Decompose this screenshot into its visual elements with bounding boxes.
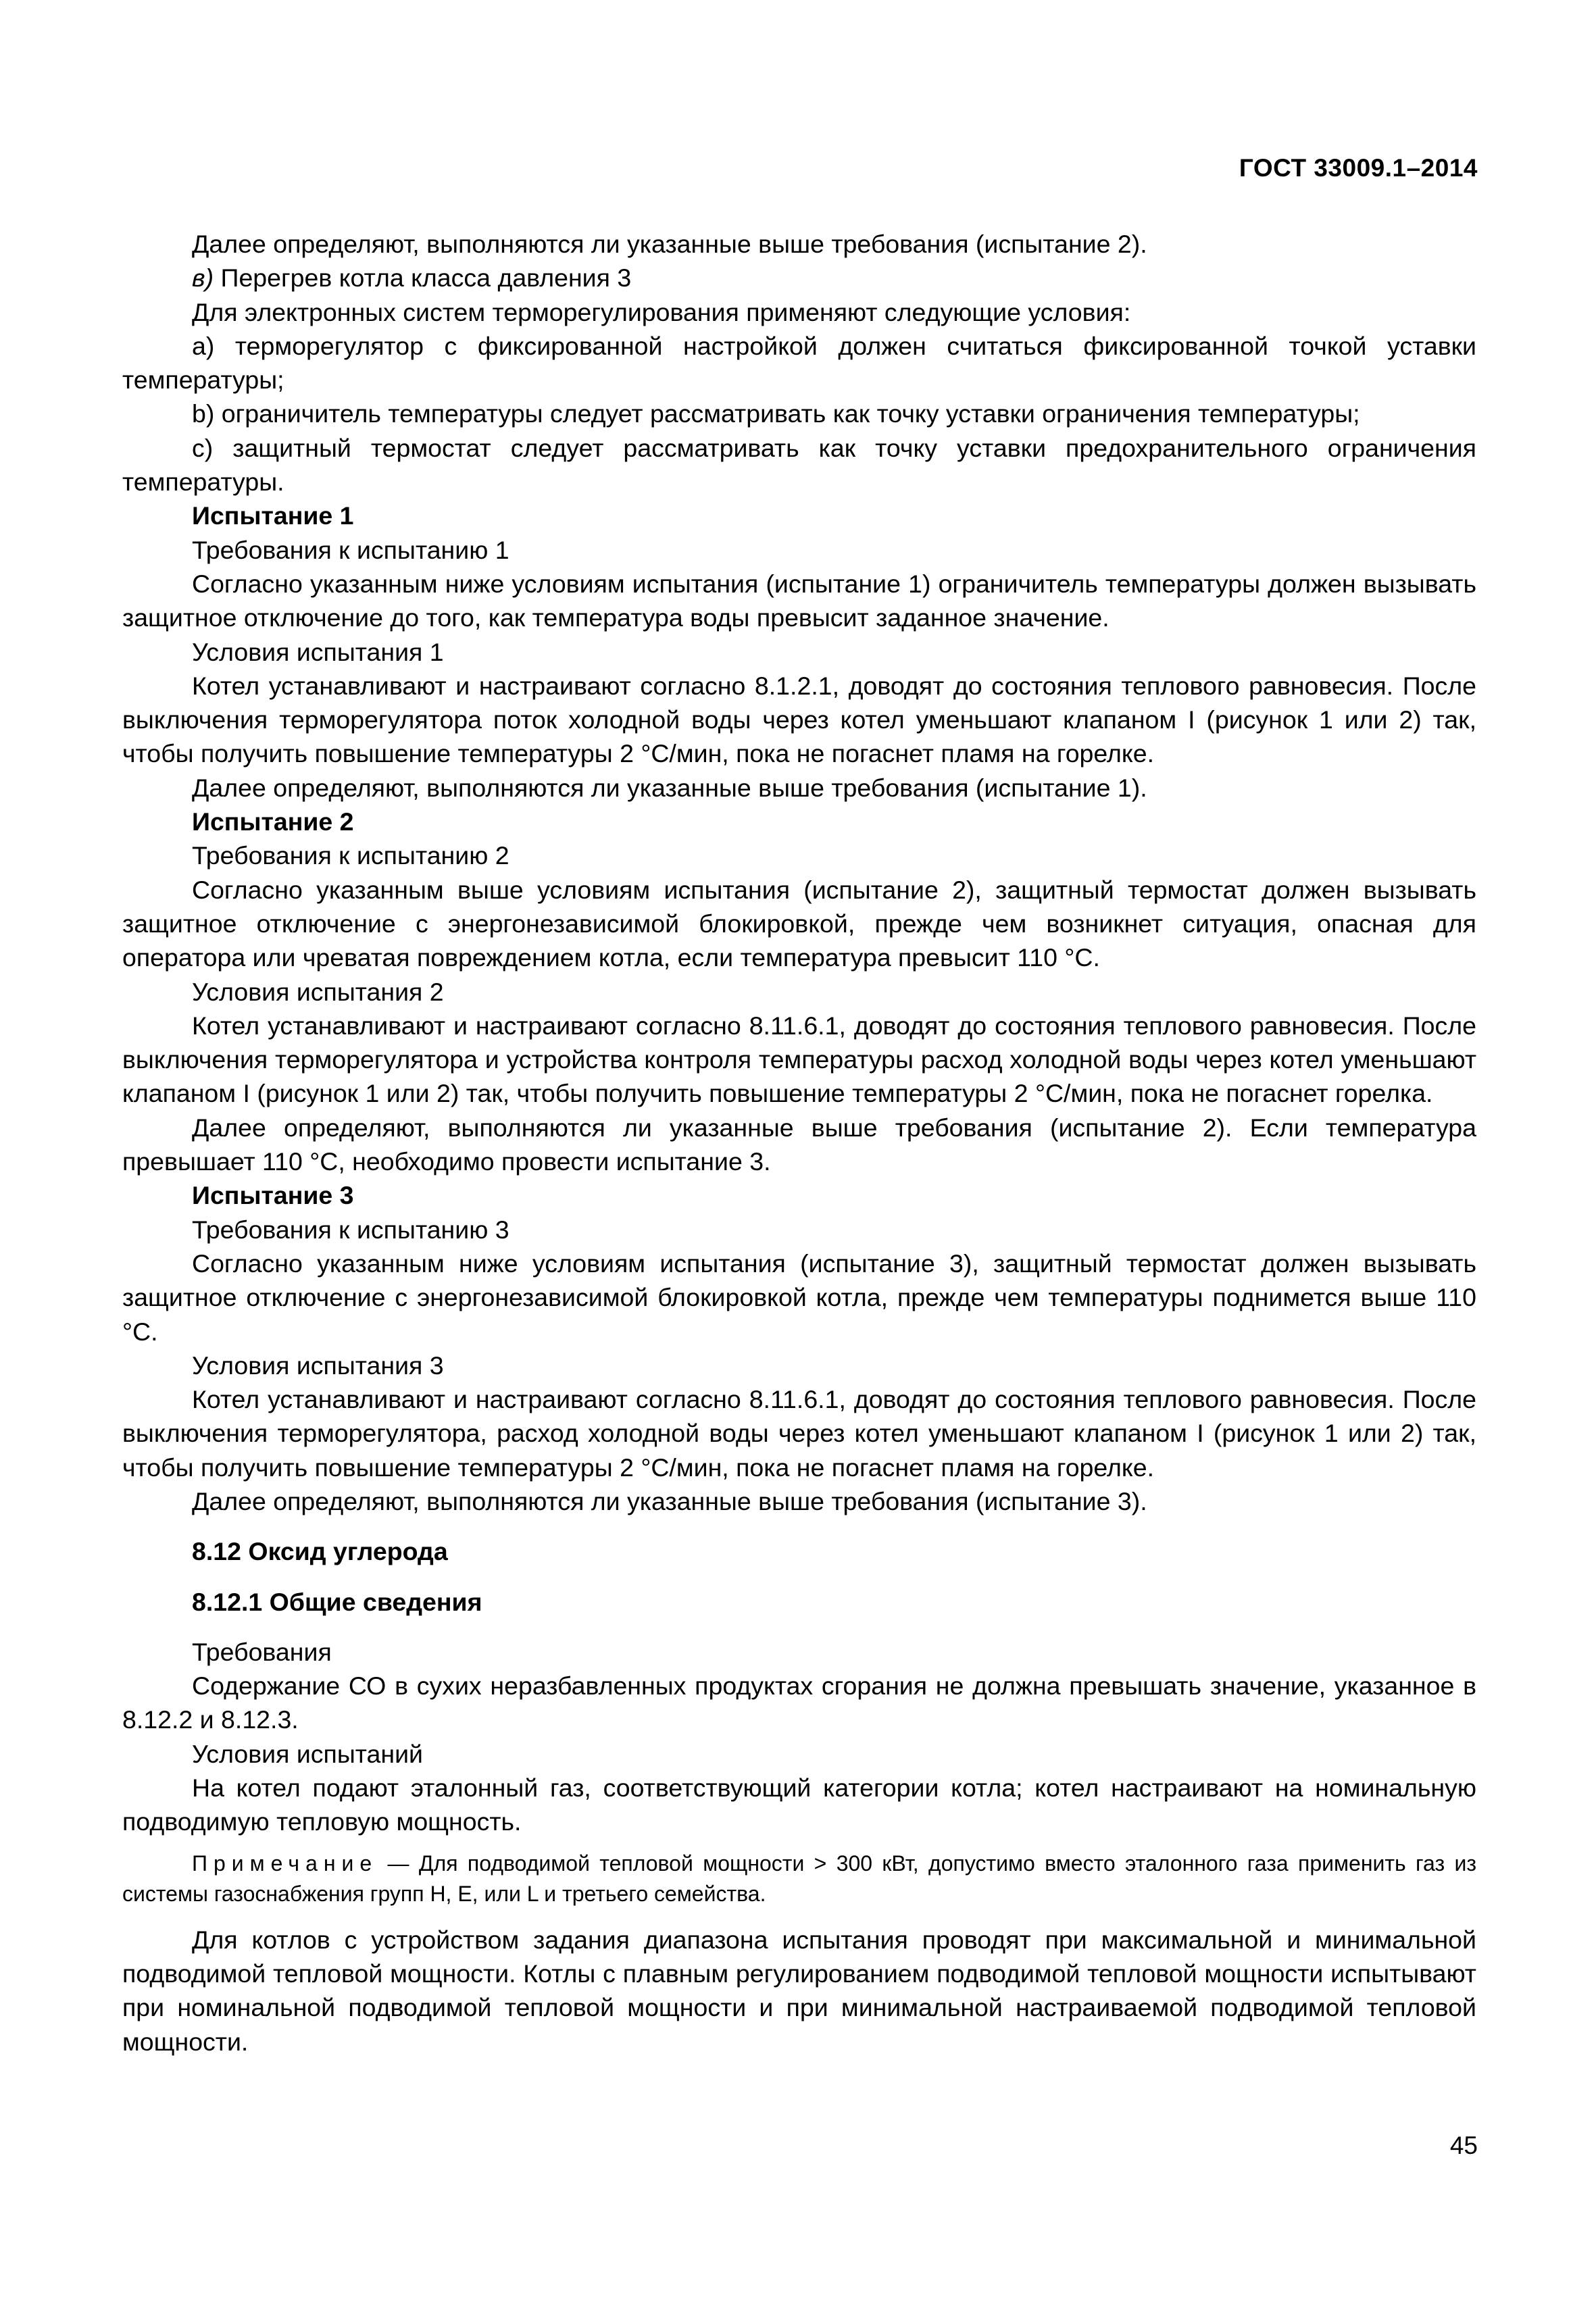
- section-heading-8-12: 8.12 Оксид углерода: [192, 1537, 448, 1566]
- test-1-heading: Испытание 1: [192, 501, 354, 530]
- paragraph: Требования к испытанию 3: [192, 1215, 509, 1244]
- paragraph: Для электронных систем терморегулирования применяют следующие условия:: [192, 297, 1131, 326]
- test-2-heading: Испытание 2: [192, 807, 354, 836]
- document-body: [122, 227, 1476, 2059]
- list-item-c: c) защитный термостат следует рассматривать как точку уставки предохранительного ограничения температуры.: [122, 433, 1476, 497]
- paragraph: Требования к испытанию 1: [192, 535, 509, 564]
- paragraph: Условия испытания 1: [192, 637, 444, 666]
- item-v-label: в): [192, 263, 214, 293]
- test-3-heading: Испытание 3: [192, 1181, 354, 1210]
- paragraph: Далее определяют, выполняются ли указанные выше требования (испытание 3).: [192, 1486, 1147, 1515]
- paragraph: Котел устанавливают и настраивают согласно 8.11.6.1, доводят до состояния теплового равновесия. После выключения терморегулятора и устройства контроля температуры расход холодной воды через котел уменьшают клапаном I (рисунок 1 или 2) так, чтобы получить повышение температуры 2 °С/мин, пока не погаснет горелка.: [122, 1011, 1476, 1108]
- section-heading-8-12-1: 8.12.1 Общие сведения: [192, 1587, 482, 1616]
- paragraph: Далее определяют, выполняются ли указанные выше требования (испытание 2). Если температура превышает 110 °С, необходимо провести испытание 3.: [122, 1113, 1476, 1176]
- paragraph: Котел устанавливают и настраивают согласно 8.11.6.1, доводят до состояния теплового равновесия. После выключения терморегулятора, расход холодной воды через котел уменьшают клапаном I (рисунок 1 или 2) так, чтобы получить повышение температуры 2 °С/мин, пока не погаснет пламя на горелке.: [122, 1385, 1476, 1482]
- paragraph: Для котлов с устройством задания диапазона испытания проводят при максимальной и минимальной подводимой тепловой мощности. Котлы с плавным регулированием подводимой тепловой мощности испытывают при номинальной подводимой тепловой мощности и при минимальной настраиваемой подводимой тепловой мощности.: [122, 1925, 1476, 2056]
- list-item-a: a) терморегулятор с фиксированной настройкой должен считаться фиксированной точкой уставки температуры;: [122, 331, 1476, 395]
- paragraph: Требования: [192, 1637, 332, 1666]
- list-item-b: b) ограничитель температуры следует рассматривать как точку уставки ограничения температуры;: [192, 399, 1360, 428]
- paragraph: Котел устанавливают и настраивают согласно 8.1.2.1, доводят до состояния теплового равновесия. После выключения терморегулятора поток холодной воды через котел уменьшают клапаном I (рисунок 1 или 2) так, чтобы получить повышение температуры 2 °С/мин, пока не погаснет пламя на горелке.: [122, 671, 1476, 768]
- paragraph: Условия испытаний: [192, 1739, 423, 1768]
- paragraph: На котел подают эталонный газ, соответствующий категории котла; котел настраивают на номинальную подводимую тепловую мощность.: [122, 1774, 1476, 1836]
- note-text: — Для подводимой тепловой мощности > 300 кВт, допустимо вместо эталонного газа применить газ из системы газоснабжения групп Н, Е, или L и третьего семейства.: [122, 1851, 1476, 1906]
- paragraph: Условия испытания 2: [192, 977, 444, 1006]
- page-number: 45: [1449, 2132, 1478, 2159]
- item-v-text: Перегрев котла класса давления 3: [220, 263, 632, 293]
- paragraph: Условия испытания 3: [192, 1351, 444, 1380]
- paragraph: Содержание СО в сухих неразбавленных продуктах сгорания не должна превышать значение, указанное в 8.12.2 и 8.12.3.: [122, 1671, 1476, 1734]
- paragraph: Согласно указанным ниже условиям испытания (испытание 1) ограничитель температуры должен вызывать защитное отключение до того, как температура воды превысит заданное значение.: [122, 569, 1476, 632]
- paragraph: Далее определяют, выполняются ли указанные выше требования (испытание 1).: [192, 773, 1147, 802]
- note-label: Примечание: [192, 1851, 378, 1876]
- note: [122, 1848, 1476, 1909]
- paragraph: Требования к испытанию 2: [192, 841, 509, 870]
- paragraph: Согласно указанным ниже условиям испытания (испытание 3), защитный термостат должен вызывать защитное отключение с энергонезависимой блокировкой котла, прежде чем температуры поднимется выше 110 °С.: [122, 1249, 1476, 1346]
- document-header: ГОСТ 33009.1–2014: [1239, 154, 1478, 182]
- paragraph-item-v: [122, 261, 1476, 295]
- paragraph: Далее определяют, выполняются ли указанные выше требования (испытание 2).: [192, 230, 1147, 258]
- paragraph: Согласно указанным выше условиям испытания (испытание 2), защитный термостат должен вызывать защитное отключение с энергонезависимой блокировкой, прежде чем возникнет ситуация, опасная для оператора или чреватая повреждением котла, если температура превысит 110 °С.: [122, 875, 1476, 972]
